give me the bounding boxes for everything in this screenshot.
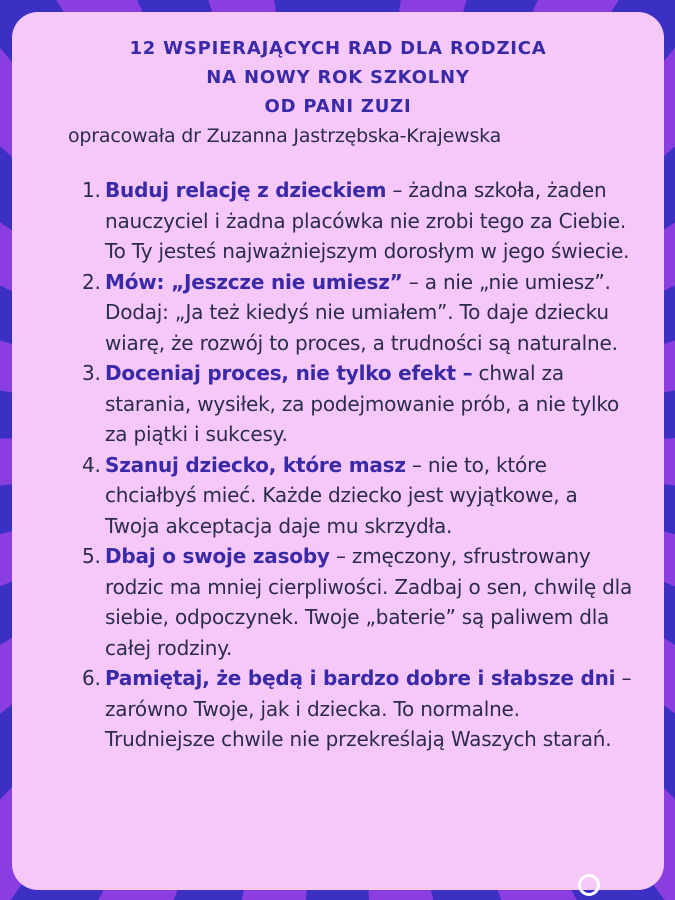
tip-heading: Dbaj o swoje zasoby (105, 544, 330, 568)
tips-list (12, 175, 664, 755)
tip-number: 4. (82, 452, 101, 477)
list-item (12, 358, 634, 450)
tip-text: – zarówno Twoje, jak i dziecka. To normalne. Trudniejsze chwile nie przekreślają Waszych starań. (105, 666, 632, 751)
tip-heading: Szanuj dziecko, które masz (105, 452, 406, 477)
tip-text: – a nie „nie umiesz”. Dodaj: „Ja też kiedyś nie umiałem”. To daje dziecku wiarę, że rozwój to proces, a trudności są naturalne. (105, 269, 618, 355)
tip-heading: Buduj relację z dzieckiem (105, 178, 387, 202)
tip-number: 3. (82, 361, 101, 385)
tip-number: 2. (82, 269, 101, 294)
tip-text: chwal za starania, wysiłek, za podejmowanie prób, a nie tylko za piątki i sukcesy. (105, 361, 620, 446)
tip-heading: Doceniaj proces, nie tylko efekt – (105, 361, 473, 385)
list-item (12, 450, 634, 542)
page-title (12, 34, 664, 121)
tip-text: – żadna szkoła, żaden nauczyciel i żadna placówka nie zrobi tego za Ciebie. To Ty jesteś najważniejszym dorosłym w jego świecie. (105, 178, 630, 263)
list-item (12, 175, 634, 267)
author-credit: opracowała dr Zuzanna Jastrzębska-Krajewska (68, 125, 502, 147)
list-item (12, 267, 634, 359)
decorative-circle-icon (578, 874, 600, 896)
tip-text: – zmęczony, sfrustrowany rodzic ma mniej cierpliwości. Zadbaj o sen, chwilę dla siebie, odpoczynek. Twoje „baterie” są paliwem dla całej rodziny. (105, 544, 633, 660)
title-line-2: NA NOWY ROK SZKOLNY (206, 67, 470, 88)
tip-number: 5. (82, 544, 101, 568)
title-line-1: 12 WSPIERAJĄCYCH RAD DLA RODZICA (129, 38, 547, 59)
list-item (12, 541, 634, 663)
title-line-3: OD PANI ZUZI (264, 96, 412, 117)
tip-text: – nie to, które chciałbyś mieć. Każde dziecko jest wyjątkowe, a Twoja akceptacja daje mu skrzydła. (105, 452, 578, 538)
tip-heading: Mów: „Jeszcze nie umiesz” (105, 269, 403, 294)
tip-number: 1. (82, 178, 101, 202)
content-card (12, 12, 664, 890)
tip-number: 6. (82, 666, 101, 690)
list-item (12, 663, 634, 755)
tip-heading: Pamiętaj, że będą i bardzo dobre i słabsze dni (105, 666, 616, 690)
